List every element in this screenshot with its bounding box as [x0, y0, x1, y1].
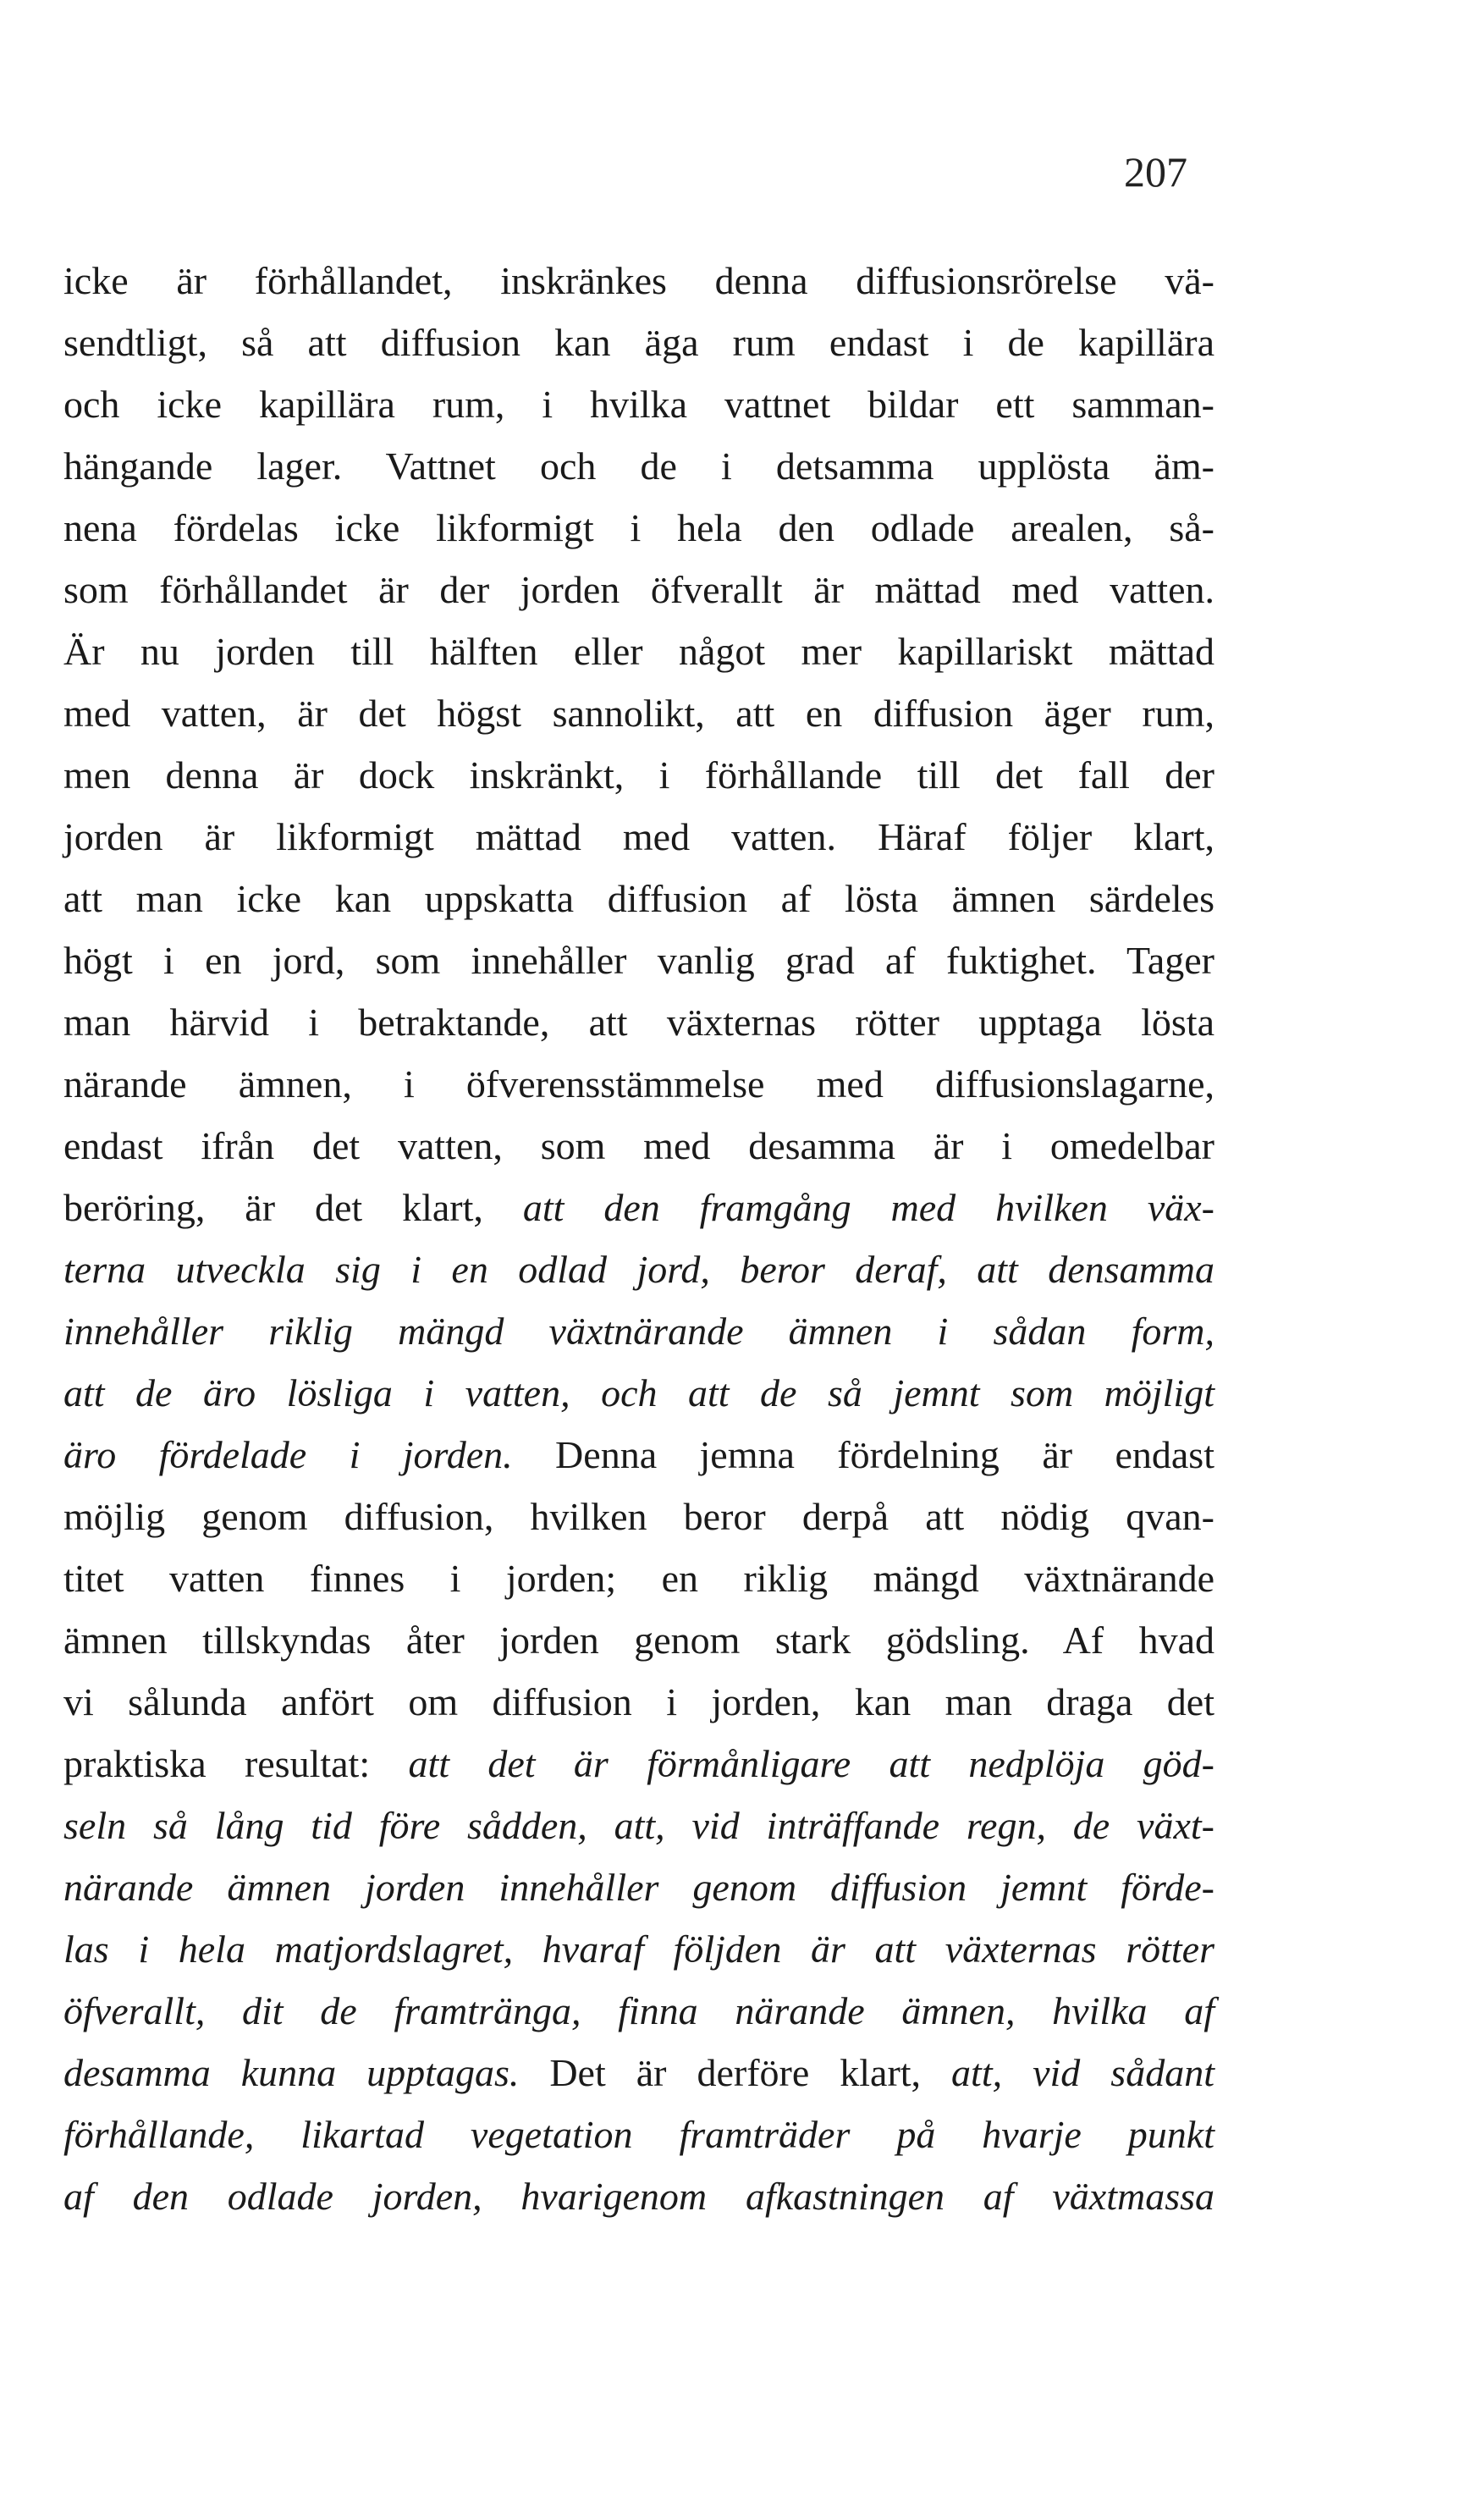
text-line	[63, 2165, 1214, 2227]
text-line	[63, 1547, 1214, 1609]
italic-segment: äro fördelade i jorden.	[63, 1433, 513, 1476]
text-segment: titet vatten finnes i jorden; en riklig mängd växtnärande	[63, 1557, 1214, 1600]
text-line	[63, 312, 1214, 373]
text-line	[63, 620, 1214, 682]
text-line	[63, 1671, 1214, 1733]
text-line	[63, 250, 1214, 312]
text-segment: Denna jemna fördelning är endast	[512, 1433, 1214, 1476]
text-segment: beröring, är det klart,	[63, 1186, 523, 1229]
text-segment: sendtligt, så att diffusion kan äga rum endast i de kapillära	[63, 321, 1214, 364]
text-line	[63, 1795, 1214, 1856]
text-line	[63, 929, 1214, 991]
text-line	[63, 806, 1214, 868]
text-line	[63, 1856, 1214, 1918]
text-segment: men denna är dock inskränkt, i förhållande till det fall der	[63, 753, 1214, 797]
text-line	[63, 1424, 1214, 1486]
page-number: 207	[1124, 148, 1187, 196]
text-segment: möjlig genom diffusion, hvilken beror derpå att nödig qvan-	[63, 1495, 1214, 1538]
text-line	[63, 1300, 1214, 1362]
text-line	[63, 1980, 1214, 2042]
text-line	[63, 1733, 1214, 1795]
text-segment: att man icke kan uppskatta diffusion af lösta ämnen särdeles	[63, 877, 1214, 920]
text-segment: närande ämnen, i öfverensstämmelse med diffusionslagarne,	[63, 1062, 1214, 1106]
italic-segment: att, vid sådant	[951, 2051, 1214, 2094]
text-segment: praktiska resultat:	[63, 1742, 409, 1785]
text-line	[63, 2042, 1214, 2104]
text-line	[63, 1177, 1214, 1238]
text-segment: högt i en jord, som innehåller vanlig grad af fuktighet. Tager	[63, 939, 1214, 982]
text-segment: icke är förhållandet, inskränkes denna diffusionsrörelse vä-	[63, 259, 1214, 302]
italic-segment: seln så lång tid före sådden, att, vid inträffande regn, de växt-	[63, 1804, 1214, 1847]
text-line	[63, 2104, 1214, 2165]
text-line	[63, 1609, 1214, 1671]
italic-segment: las i hela matjordslagret, hvaraf följden är att växternas rötter	[63, 1927, 1214, 1971]
italic-segment: närande ämnen jorden innehåller genom diffusion jemnt förde-	[63, 1866, 1214, 1909]
text-line	[63, 1053, 1214, 1115]
text-line	[63, 497, 1214, 559]
italic-segment: öfverallt, dit de framtränga, finna närande ämnen, hvilka af	[63, 1989, 1214, 2032]
text-segment: endast ifrån det vatten, som med desamma är i omedelbar	[63, 1124, 1214, 1167]
body-text	[63, 250, 1214, 2227]
text-line	[63, 1918, 1214, 1980]
text-segment: vi sålunda anfört om diffusion i jorden, kan man draga det	[63, 1680, 1214, 1723]
italic-segment: af den odlade jorden, hvarigenom afkastningen af växtmassa	[63, 2175, 1214, 2218]
text-line	[63, 1115, 1214, 1177]
italic-segment: att de äro lösliga i vatten, och att de så jemnt som möjligt	[63, 1371, 1214, 1414]
text-line	[63, 1238, 1214, 1300]
text-segment: Det är derföre klart,	[519, 2051, 952, 2094]
text-line	[63, 373, 1214, 435]
text-segment: Är nu jorden till hälften eller något mer kapillariskt mättad	[63, 630, 1214, 673]
text-segment: nena fördelas icke likformigt i hela den odlade arealen, så-	[63, 506, 1214, 549]
text-line	[63, 682, 1214, 744]
text-line	[63, 559, 1214, 620]
italic-segment: att det är förmånligare att nedplöja göd-	[408, 1742, 1214, 1785]
italic-segment: desamma kunna upptagas.	[63, 2051, 520, 2094]
text-line	[63, 744, 1214, 806]
text-line	[63, 1486, 1214, 1547]
text-segment: med vatten, är det högst sannolikt, att en diffusion äger rum,	[63, 692, 1214, 735]
text-line	[63, 868, 1214, 929]
text-segment: jorden är likformigt mättad med vatten. Häraf följer klart,	[63, 815, 1214, 858]
text-line	[63, 435, 1214, 497]
text-segment: man härvid i betraktande, att växternas rötter upptaga lösta	[63, 1001, 1214, 1044]
italic-segment: terna utveckla sig i en odlad jord, beror deraf, att densamma	[63, 1248, 1214, 1291]
text-line	[63, 991, 1214, 1053]
italic-segment: att den framgång med hvilken väx-	[522, 1186, 1215, 1229]
italic-segment: innehåller riklig mängd växtnärande ämnen i sådan form,	[63, 1310, 1214, 1353]
text-line	[63, 1362, 1214, 1424]
text-segment: som förhållandet är der jorden öfverallt är mättad med vatten.	[63, 568, 1214, 611]
text-segment: och icke kapillära rum, i hvilka vattnet bildar ett samman-	[63, 383, 1214, 426]
italic-segment: förhållande, likartad vegetation framträder på hvarje punkt	[63, 2113, 1214, 2156]
text-segment: ämnen tillskyndas åter jorden genom stark gödsling. Af hvad	[63, 1618, 1214, 1662]
text-segment: hängande lager. Vattnet och de i detsamma upplösta äm-	[63, 444, 1214, 488]
